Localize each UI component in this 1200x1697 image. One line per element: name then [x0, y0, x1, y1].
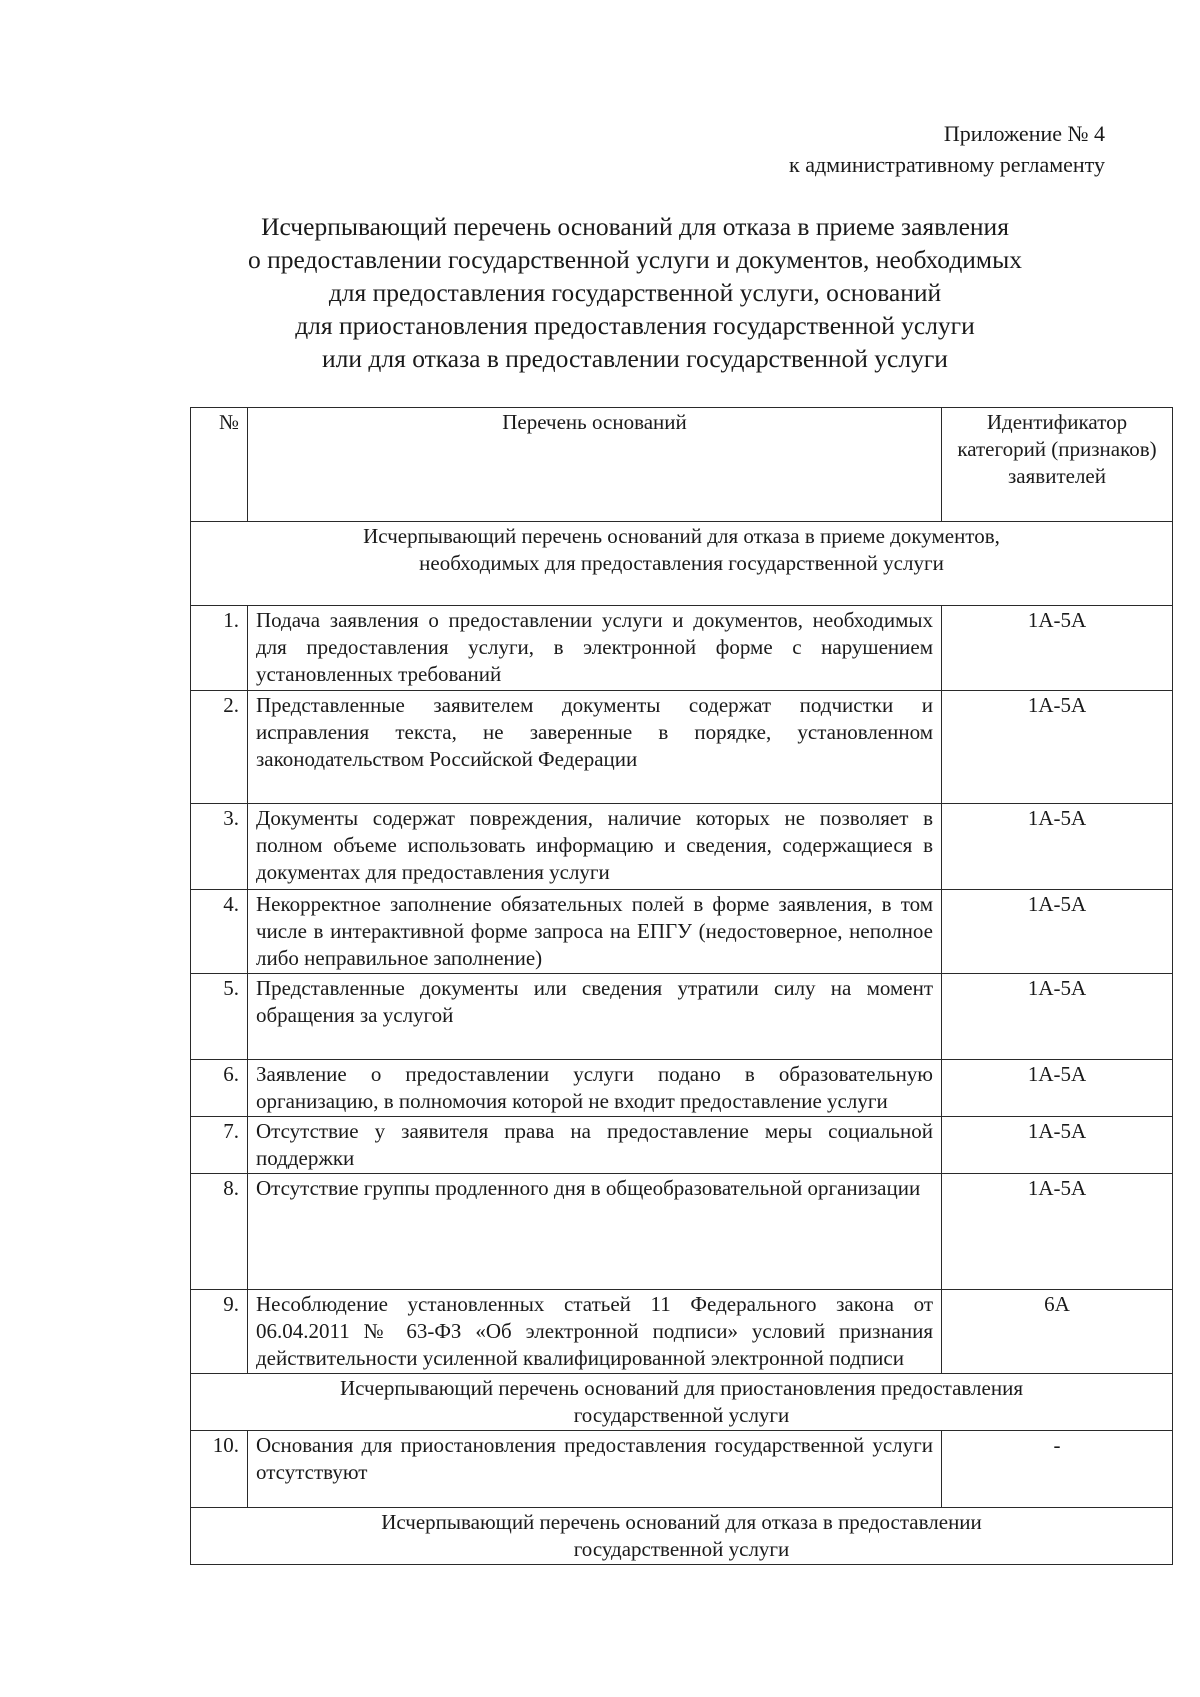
row-identifier: 1А-5А: [942, 691, 1173, 804]
title-line: Исчерпывающий перечень оснований для отказа в приеме заявления: [261, 212, 1009, 241]
row-reason: Представленные заявителем документы содержат подчистки и исправления текста, не заверенные в порядке, установленном законодательством Российской Федерации: [248, 691, 942, 804]
row-identifier: 6А: [942, 1290, 1173, 1374]
table-row: [191, 1060, 1173, 1117]
appendix-reference: к административному регламенту: [789, 152, 1105, 177]
section-row: [191, 522, 1173, 606]
table-header-row: [191, 408, 1173, 522]
row-identifier: 1А-5А: [942, 804, 1173, 890]
table-row: [191, 1117, 1173, 1174]
table-row: [191, 1290, 1173, 1374]
section-heading-refusal-acceptance: [191, 522, 1173, 606]
row-number: 6.: [191, 1060, 248, 1117]
row-number: 5.: [191, 974, 248, 1060]
row-identifier: 1А-5А: [942, 1117, 1173, 1174]
section-title-line: Исчерпывающий перечень оснований для отказа в предоставлении: [381, 1510, 982, 1534]
table-row: [191, 1174, 1173, 1290]
row-identifier: 1А-5А: [942, 1060, 1173, 1117]
row-number: 4.: [191, 890, 248, 974]
row-identifier: -: [942, 1431, 1173, 1508]
row-number: 3.: [191, 804, 248, 890]
table-row: [191, 691, 1173, 804]
appendix-note: [789, 118, 1105, 180]
section-heading-refusal-provision: [191, 1508, 1173, 1565]
row-reason: Документы содержат повреждения, наличие которых не позволяет в полном объеме использовать информацию и сведения, содержащиеся в документах для предоставления услуги: [248, 804, 942, 890]
section-title-line: необходимых для предоставления государственной услуги: [419, 551, 944, 575]
table-row: [191, 890, 1173, 974]
row-number: 8.: [191, 1174, 248, 1290]
reasons-table: [190, 407, 1173, 1565]
section-row: [191, 1374, 1173, 1431]
table-row: [191, 804, 1173, 890]
section-row: [191, 1508, 1173, 1565]
title-line: о предоставлении государственной услуги и документов, необходимых: [248, 245, 1022, 274]
row-reason: Несоблюдение установленных статьей 11 Федерального закона от 06.04.2011 № 63-ФЗ «Об электронной подписи» условий признания действительности усиленной квалифицированной электронной подписи: [248, 1290, 942, 1374]
document-title: [185, 210, 1085, 375]
row-number: 7.: [191, 1117, 248, 1174]
header-number: №: [191, 408, 248, 522]
row-number: 1.: [191, 606, 248, 691]
row-reason: Подача заявления о предоставлении услуги и документов, необходимых для предоставления услуги, в электронной форме с нарушением установленных требований: [248, 606, 942, 691]
table-row: [191, 974, 1173, 1060]
row-reason: Некорректное заполнение обязательных полей в форме заявления, в том числе в интерактивной форме запроса на ЕПГУ (недостоверное, неполное либо неправильное заполнение): [248, 890, 942, 974]
row-number: 10.: [191, 1431, 248, 1508]
row-identifier: 1А-5А: [942, 1174, 1173, 1290]
table-row: [191, 1431, 1173, 1508]
section-title-line: государственной услуги: [573, 1403, 790, 1427]
section-title-line: государственной услуги: [573, 1537, 790, 1561]
header-identifier: Идентификатор категорий (признаков) заявителей: [942, 408, 1173, 522]
row-reason: Отсутствие у заявителя права на предоставление меры социальной поддержки: [248, 1117, 942, 1174]
row-identifier: 1А-5А: [942, 890, 1173, 974]
row-number: 2.: [191, 691, 248, 804]
row-identifier: 1А-5А: [942, 606, 1173, 691]
appendix-number: Приложение № 4: [943, 121, 1105, 146]
row-number: 9.: [191, 1290, 248, 1374]
table-row: [191, 606, 1173, 691]
row-reason: Отсутствие группы продленного дня в общеобразовательной организации: [248, 1174, 942, 1290]
row-reason: Представленные документы или сведения утратили силу на момент обращения за услугой: [248, 974, 942, 1060]
title-line: или для отказа в предоставлении государственной услуги: [322, 344, 948, 373]
row-reason: Заявление о предоставлении услуги подано в образовательную организацию, в полномочия которой не входит предоставление услуги: [248, 1060, 942, 1117]
row-identifier: 1А-5А: [942, 974, 1173, 1060]
section-title-line: Исчерпывающий перечень оснований для отказа в приеме документов,: [363, 524, 1000, 548]
row-reason: Основания для приостановления предоставления государственной услуги отсутствуют: [248, 1431, 942, 1508]
title-line: для приостановления предоставления государственной услуги: [295, 311, 975, 340]
header-reasons: Перечень оснований: [248, 408, 942, 522]
title-line: для предоставления государственной услуги, оснований: [328, 278, 942, 307]
section-heading-suspension: [191, 1374, 1173, 1431]
section-title-line: Исчерпывающий перечень оснований для приостановления предоставления: [339, 1376, 1023, 1400]
